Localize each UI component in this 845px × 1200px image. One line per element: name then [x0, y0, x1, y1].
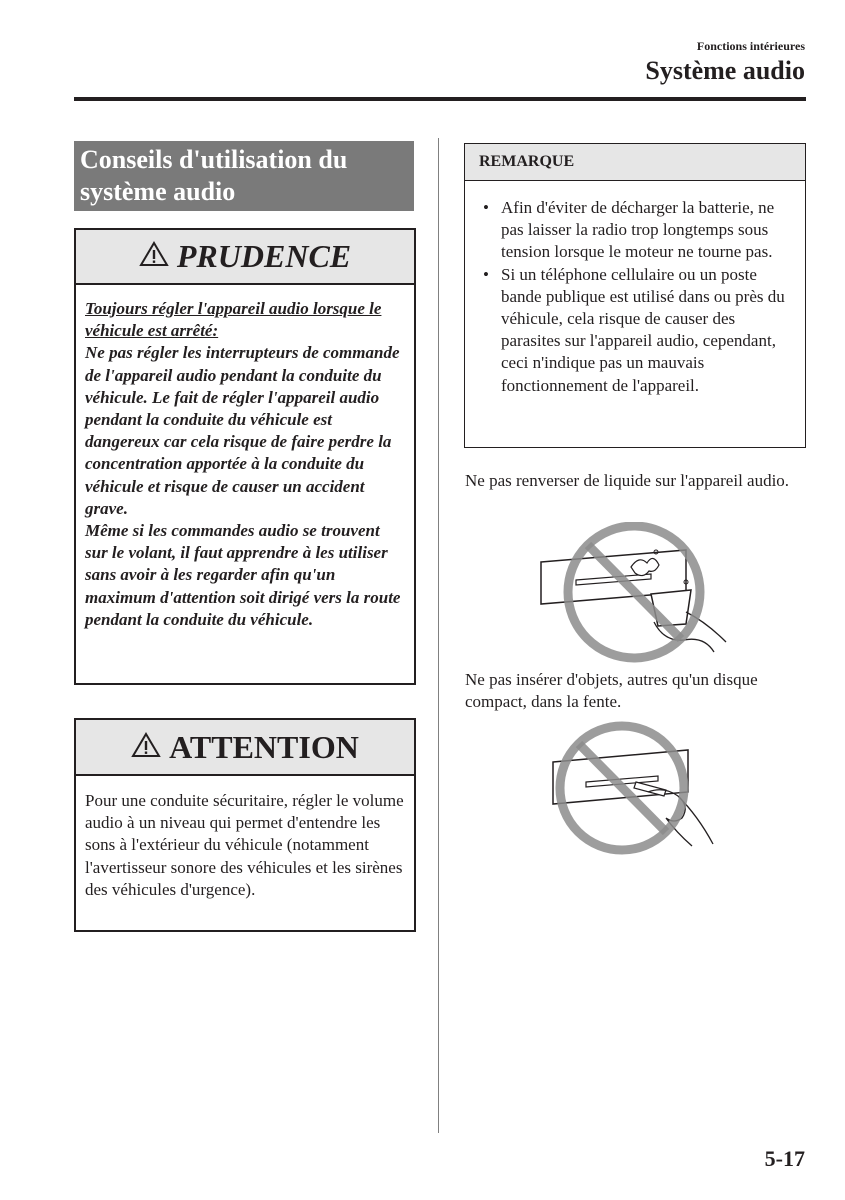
column-divider: [438, 138, 439, 1133]
warning-triangle-icon: [139, 241, 169, 272]
prudence-text-1: Ne pas régler les interrupteurs de commande de l'appareil audio pendant la conduite du véhicule. Le fait de régler l'appareil audio pendant la conduite du véhicule est dangereux car cela risque de faire perdre la concentration apportée à la conduite du véhicule et risque de causer un accident grave.: [85, 343, 400, 518]
list-item-text: Afin d'éviter de décharger la batterie, ne pas laisser la radio trop longtemps sous tension lorsque le moteur ne tourne pas.: [501, 198, 775, 262]
prudence-body: [76, 285, 414, 631]
prudence-text-2: Même si les commandes audio se trouvent sur le volant, il faut apprendre à les utiliser sans avoir à les regarder afin qu'un maximum d'attention soit dirigé vers la route pendant la conduite du véhicule.: [85, 521, 401, 629]
bullet-icon: •: [483, 264, 489, 284]
page-number: 5-17: [764, 1146, 805, 1171]
warning-triangle-icon: [131, 732, 161, 763]
list-item: [479, 197, 797, 264]
list-item: [479, 264, 797, 397]
bullet-icon: •: [483, 198, 489, 217]
remarque-heading: REMARQUE: [465, 144, 805, 181]
section-title: Conseils d'utilisation du système audio: [74, 141, 414, 211]
prudence-box: [74, 228, 416, 685]
note-objects: Ne pas insérer d'objets, autres qu'un disque compact, dans la fente.: [465, 670, 758, 712]
attention-header: [76, 720, 414, 776]
prudence-header: [76, 230, 414, 285]
prudence-heading: PRUDENCE: [176, 238, 352, 274]
no-liquid-illustration: [536, 522, 736, 672]
list-item-text: Si un téléphone cellulaire ou un poste bande publique est utilisé dans ou près du véhicule, cela risque de causer des parasites sur l'appareil audio, cependant, ceci n'indique pas un mauvais fonctionnement de l'appareil.: [501, 264, 785, 395]
no-objects-illustration: [548, 720, 748, 860]
attention-body: Pour une conduite sécuritaire, régler le volume audio à un niveau qui permet d'entendre les sons à l'extérieur du véhicule (notamment l'avertisseur sonore des véhicules et les sirènes des véhicules d'urgence).: [85, 791, 404, 899]
remarque-list: [465, 181, 805, 397]
header-title: Système audio: [645, 56, 805, 85]
header-rule: [74, 97, 806, 101]
prudence-lead: Toujours régler l'appareil audio lorsque le véhicule est arrêté:: [85, 299, 382, 341]
note-liquid: Ne pas renverser de liquide sur l'appareil audio.: [465, 471, 790, 490]
attention-heading: ATTENTION: [169, 728, 359, 765]
attention-box: [74, 718, 416, 932]
header-subtitle: Fonctions intérieures: [696, 39, 805, 53]
remarque-box: [464, 143, 806, 448]
